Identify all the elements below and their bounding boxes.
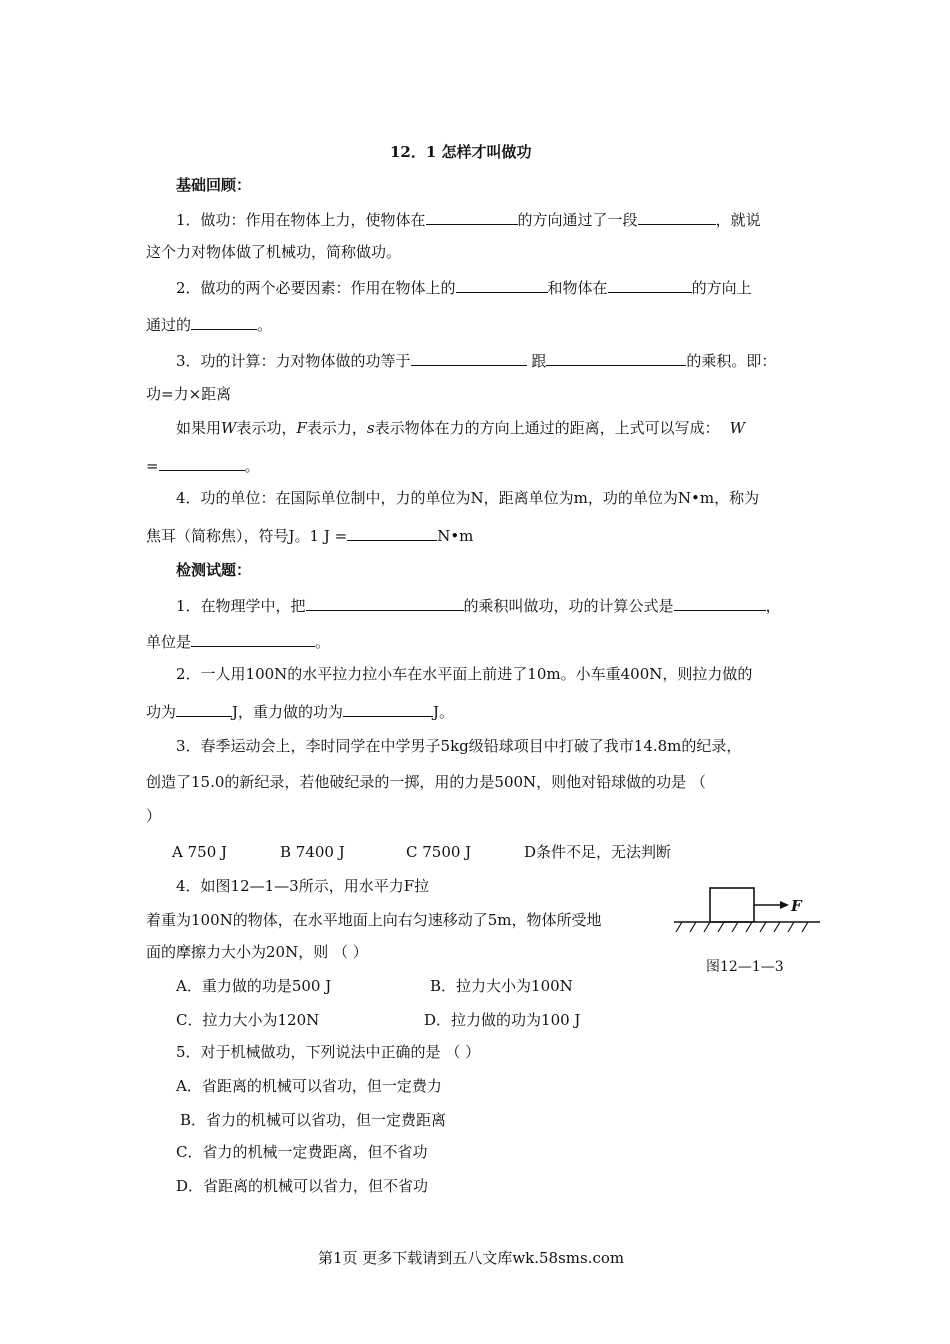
- blank: [347, 524, 437, 541]
- test-q5-option-a: A．省距离的机械可以省功，但一定费力: [176, 1077, 442, 1095]
- test-q1-line1: [176, 594, 781, 616]
- test-q5-stem: 5．对于机械做功，下列说法中正确的是 （ ）: [176, 1043, 481, 1061]
- text: 。: [257, 316, 273, 334]
- test-q2-line1: 2．一人用100N的水平拉力拉小车在水平面上前进了10m。小车重400N，则拉力做的: [176, 665, 753, 683]
- text: 焦耳（简称焦），符号J。1 J =: [146, 527, 348, 545]
- text: 表示物体在力的方向上通过的距离，上式可以写成：: [374, 419, 720, 437]
- test-q4-option-b: B．拉力大小为100N: [430, 977, 573, 995]
- review-q1-line2: 这个力对物体做了机械功，简称做功。: [146, 243, 402, 261]
- blank: [546, 349, 686, 366]
- test-q5-option-d: D．省距离的机械可以省力，但不省功: [176, 1177, 429, 1195]
- blank: [411, 349, 527, 366]
- text: 1．做功：作用在物体上力，使物体在: [176, 211, 426, 229]
- text: 表示力，: [306, 419, 367, 437]
- test-q5-option-c: C．省力的机械一定费距离，但不省功: [176, 1143, 428, 1161]
- review-q4-line2: [146, 524, 473, 546]
- review-q1-line1: [176, 208, 761, 230]
- text: 的乘积。即：: [686, 352, 777, 370]
- test-q4-option-a: A．重力做的功是500 J: [176, 977, 332, 995]
- test-q2-line2: [146, 700, 454, 722]
- test-q3-line1: 3．春季运动会上，李时同学在中学男子5kg级铅球项目中打破了我市14.8m的纪录，: [176, 737, 742, 755]
- text: 和物体在: [547, 279, 608, 297]
- test-q3-option-a: A 750 J: [172, 843, 228, 861]
- text: 2．做功的两个必要因素：作用在物体上的: [176, 279, 456, 297]
- figure-12-1-3: [668, 880, 828, 980]
- test-q3-option-b: B 7400 J: [280, 843, 345, 861]
- review-q2-line1: [176, 276, 752, 298]
- blank: [608, 276, 692, 293]
- text: 跟: [526, 352, 547, 370]
- blank: [306, 594, 464, 611]
- review-q3-line3: [176, 418, 745, 438]
- text: 如果用: [176, 419, 222, 437]
- blank: [638, 208, 716, 225]
- text: 。: [244, 457, 260, 475]
- symbol-f: F: [296, 419, 307, 437]
- text: J，重力做的功为: [232, 703, 344, 721]
- review-q3-line2: 功=力×距离: [146, 385, 232, 403]
- blank: [426, 208, 518, 225]
- review-q4-line1: 4．功的单位：在国际单位制中，力的单位为N，距离单位为m，功的单位为N•m，称为: [176, 489, 760, 507]
- blank: [456, 276, 548, 293]
- test-q4-line1: 4．如图12—1—3所示，用水平力F拉: [176, 877, 430, 895]
- text: 表示功，: [236, 419, 297, 437]
- figure-caption: 图12—1—3: [706, 959, 784, 975]
- text: J。: [433, 703, 455, 721]
- text: 的乘积叫做功，功的计算公式是: [463, 597, 674, 615]
- review-heading: 基础回顾：: [176, 176, 252, 194]
- text: 3．功的计算：力对物体做的功等于: [176, 352, 411, 370]
- block: [710, 888, 754, 922]
- text: ，: [765, 597, 781, 615]
- text: =: [146, 457, 159, 475]
- test-q4-option-d: D．拉力做的功为100 J: [424, 1011, 581, 1029]
- blank: [191, 630, 315, 647]
- test-heading: 检测试题：: [176, 561, 252, 579]
- test-q4-line3: 面的摩擦力大小为20N，则 （ ）: [146, 943, 368, 961]
- text: ，就说: [715, 211, 761, 229]
- review-q3-line4: [146, 454, 260, 476]
- text: 。: [315, 633, 331, 651]
- review-q2-line2: [146, 313, 272, 335]
- blank: [159, 454, 245, 471]
- test-q3-line3: ）: [146, 807, 162, 825]
- review-q3-line1: [176, 349, 776, 371]
- page-footer: 第1页 更多下载请到五八文库wk.58sms.com: [318, 1249, 625, 1267]
- force-label: F: [791, 897, 802, 915]
- test-q3-option-c: C 7500 J: [406, 843, 472, 861]
- test-q4-option-c: C．拉力大小为120N: [176, 1011, 320, 1029]
- test-q5-option-b: B．省力的机械可以省功，但一定费距离: [180, 1111, 447, 1129]
- blank: [191, 313, 257, 330]
- ground-hatch: [676, 922, 808, 932]
- text: 的方向通过了一段: [517, 211, 638, 229]
- symbol-w: W: [729, 419, 746, 437]
- test-q3-line2: 创造了15.0的新纪录，若他破纪录的一掷，用的力是500N，则他对铅球做的功是 （: [146, 773, 706, 791]
- arrow-head-icon: [780, 901, 789, 909]
- text: 功为: [146, 703, 177, 721]
- symbol-s: s: [366, 419, 375, 437]
- blank: [176, 700, 232, 717]
- page-title: 12．1 怎样才叫做功: [390, 143, 532, 161]
- text: 单位是: [146, 633, 192, 651]
- text: N•m: [437, 527, 474, 545]
- text: 通过的: [146, 316, 192, 334]
- blank: [674, 594, 766, 611]
- test-q3-option-d: D条件不足，无法判断: [524, 843, 672, 861]
- text: 的方向上: [691, 279, 752, 297]
- text: 1．在物理学中，把: [176, 597, 306, 615]
- blank: [343, 700, 433, 717]
- test-q4-line2: 着重为100N的物体，在水平地面上向右匀速移动了5m，物体所受地: [146, 911, 602, 929]
- symbol-w: W: [221, 419, 237, 437]
- test-q1-line2: [146, 630, 330, 652]
